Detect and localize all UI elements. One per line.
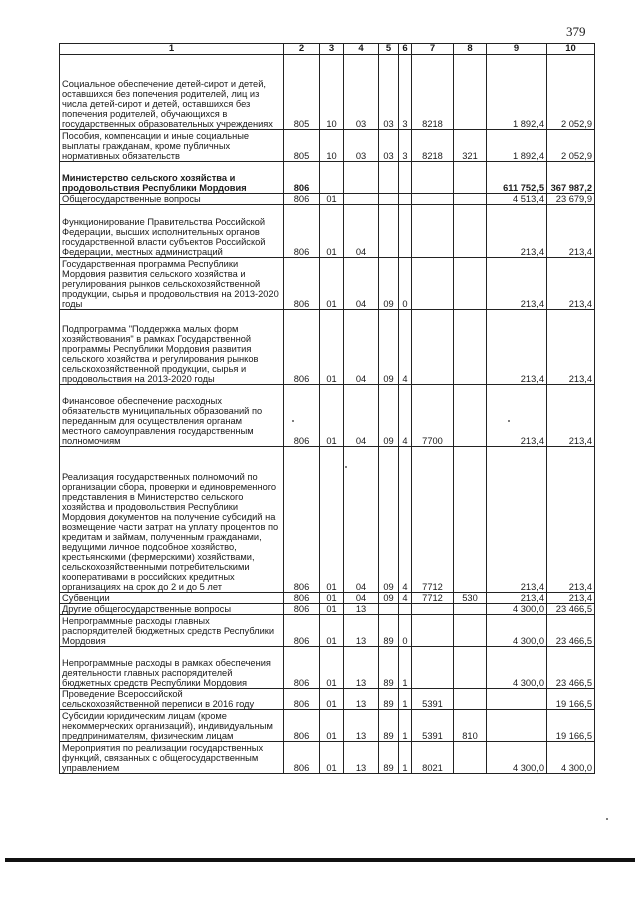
code-cell: 0	[399, 258, 412, 310]
code-cell: 806	[284, 310, 320, 385]
amount-cell: 23 466,5	[547, 647, 595, 689]
table-body	[60, 55, 595, 774]
code-cell: 04	[344, 385, 379, 447]
row-description: Функционирование Правительства Российской Федерации, высших исполнительных органов государственной власти субъектов Российской Федерации, местных администраций	[60, 205, 284, 258]
code-cell: 0	[399, 615, 412, 647]
amount-cell: 611 752,5	[487, 162, 547, 194]
table-row	[60, 647, 595, 689]
code-cell	[454, 162, 487, 194]
code-cell	[454, 385, 487, 447]
code-cell	[399, 162, 412, 194]
amount-cell: 213,4	[487, 593, 547, 604]
row-description: Подпрограмма "Поддержка малых форм хозяйствования" в рамках Государственной программы Республики Мордовия развития сельского хозяйства и регулирования рынков сельскохозяйственной продукции, сырья и продовольствия на 2013-2020 годы	[60, 310, 284, 385]
code-cell: 03	[379, 55, 399, 130]
code-cell: 01	[320, 647, 344, 689]
amount-cell	[487, 710, 547, 742]
table-row	[60, 55, 595, 130]
code-cell: 810	[454, 710, 487, 742]
amount-cell: 213,4	[487, 310, 547, 385]
bottom-rule	[5, 858, 635, 862]
header-cell: 5	[379, 44, 399, 55]
code-cell: 806	[284, 447, 320, 593]
code-cell: 13	[344, 710, 379, 742]
amount-cell: 19 166,5	[547, 710, 595, 742]
amount-cell: 213,4	[547, 310, 595, 385]
code-cell	[454, 604, 487, 615]
code-cell: 806	[284, 194, 320, 205]
code-cell: 4	[399, 385, 412, 447]
code-cell: 805	[284, 130, 320, 162]
table-row	[60, 742, 595, 774]
code-cell	[379, 162, 399, 194]
header-cell: 2	[284, 44, 320, 55]
code-cell: 806	[284, 593, 320, 604]
code-cell	[454, 205, 487, 258]
speck	[508, 420, 510, 422]
code-cell: 806	[284, 689, 320, 710]
amount-cell: 23 679,9	[547, 194, 595, 205]
header-row	[60, 44, 595, 55]
code-cell: 04	[344, 205, 379, 258]
table-row	[60, 615, 595, 647]
code-cell	[454, 194, 487, 205]
code-cell: 03	[379, 130, 399, 162]
row-description: Другие общегосударственные вопросы	[60, 604, 284, 615]
code-cell: 8218	[412, 55, 454, 130]
code-cell	[454, 647, 487, 689]
row-description: Мероприятия по реализации государственных функций, связанных с общегосударственным управлением	[60, 742, 284, 774]
code-cell	[399, 604, 412, 615]
code-cell: 01	[320, 385, 344, 447]
amount-cell: 213,4	[547, 258, 595, 310]
table-row	[60, 604, 595, 615]
code-cell	[412, 205, 454, 258]
code-cell	[379, 194, 399, 205]
code-cell: 4	[399, 447, 412, 593]
code-cell: 09	[379, 258, 399, 310]
code-cell: 01	[320, 310, 344, 385]
code-cell: 4	[399, 593, 412, 604]
code-cell	[344, 194, 379, 205]
code-cell: 806	[284, 647, 320, 689]
code-cell: 1	[399, 689, 412, 710]
code-cell: 10	[320, 130, 344, 162]
amount-cell: 213,4	[487, 258, 547, 310]
table-row	[60, 162, 595, 194]
table-row	[60, 385, 595, 447]
row-description: Непрограммные расходы в рамках обеспечения деятельности главных распорядителей бюджетных средств Республики Мордовия	[60, 647, 284, 689]
code-cell: 1	[399, 647, 412, 689]
code-cell	[320, 162, 344, 194]
amount-cell: 1 892,4	[487, 55, 547, 130]
code-cell: 13	[344, 604, 379, 615]
code-cell	[399, 194, 412, 205]
code-cell: 806	[284, 742, 320, 774]
code-cell: 03	[344, 55, 379, 130]
code-cell: 806	[284, 162, 320, 194]
table-row	[60, 310, 595, 385]
code-cell	[454, 55, 487, 130]
code-cell	[412, 194, 454, 205]
code-cell: 01	[320, 710, 344, 742]
code-cell: 09	[379, 447, 399, 593]
header-cell: 4	[344, 44, 379, 55]
amount-cell: 1 892,4	[487, 130, 547, 162]
row-description: Государственная программа Республики Мордовия развития сельского хозяйства и регулирования рынков сельскохозяйственной продукции, сырья и продовольствия на 2013-2020 годы	[60, 258, 284, 310]
table-row	[60, 447, 595, 593]
code-cell: 1	[399, 742, 412, 774]
speck	[606, 818, 608, 820]
code-cell	[412, 162, 454, 194]
table-row	[60, 205, 595, 258]
amount-cell: 213,4	[547, 593, 595, 604]
header-cell: 10	[547, 44, 595, 55]
row-description: Пособия, компенсации и иные социальные выплаты гражданам, кроме публичных нормативных обязательств	[60, 130, 284, 162]
amount-cell: 2 052,9	[547, 130, 595, 162]
code-cell: 806	[284, 615, 320, 647]
code-cell: 1	[399, 710, 412, 742]
code-cell: 04	[344, 593, 379, 604]
table-row	[60, 710, 595, 742]
speck	[292, 420, 294, 422]
code-cell: 5391	[412, 710, 454, 742]
code-cell: 8021	[412, 742, 454, 774]
amount-cell	[487, 689, 547, 710]
budget-table	[59, 43, 595, 774]
code-cell: 01	[320, 205, 344, 258]
amount-cell: 213,4	[487, 205, 547, 258]
table-row	[60, 689, 595, 710]
amount-cell: 23 466,5	[547, 604, 595, 615]
amount-cell: 213,4	[547, 447, 595, 593]
code-cell	[454, 742, 487, 774]
amount-cell: 19 166,5	[547, 689, 595, 710]
code-cell: 13	[344, 742, 379, 774]
row-description: Проведение Всероссийской сельскохозяйственной переписи в 2016 году	[60, 689, 284, 710]
code-cell: 806	[284, 604, 320, 615]
code-cell: 3	[399, 130, 412, 162]
table-row	[60, 194, 595, 205]
code-cell: 89	[379, 710, 399, 742]
code-cell: 01	[320, 615, 344, 647]
code-cell: 4	[399, 310, 412, 385]
code-cell: 89	[379, 689, 399, 710]
code-cell: 09	[379, 593, 399, 604]
header-cell: 7	[412, 44, 454, 55]
code-cell: 89	[379, 615, 399, 647]
code-cell: 806	[284, 385, 320, 447]
amount-cell: 213,4	[547, 205, 595, 258]
code-cell: 8218	[412, 130, 454, 162]
amount-cell: 213,4	[547, 385, 595, 447]
code-cell: 01	[320, 604, 344, 615]
code-cell	[412, 310, 454, 385]
code-cell	[454, 258, 487, 310]
row-description: Субсидии юридическим лицам (кроме некоммерческих организаций), индивидуальным предпринимателям, физическим лицам	[60, 710, 284, 742]
amount-cell: 4 300,0	[487, 742, 547, 774]
code-cell	[412, 647, 454, 689]
code-cell: 89	[379, 742, 399, 774]
code-cell	[412, 258, 454, 310]
amount-cell: 367 987,2	[547, 162, 595, 194]
row-description: Непрограммные расходы главных распорядителей бюджетных средств Республики Мордовия	[60, 615, 284, 647]
code-cell: 5391	[412, 689, 454, 710]
amount-cell: 213,4	[487, 447, 547, 593]
code-cell	[454, 689, 487, 710]
row-description: Реализация государственных полномочий по организации сбора, проверки и единовременного представления в Министерство сельского хозяйства и продовольствия Республики Мордовия документов на получение субсидий на возмещение части затрат на уплату процентов по кредитам и займам, полученным гражданами, ведущими личное подсобное хозяйство, крестьянскими (фермерскими) хозяйствами, сельскохозяйственными потребительскими кооперативами в российских кредитных организациях на срок до 2 и до 5 лет	[60, 447, 284, 593]
code-cell: 01	[320, 593, 344, 604]
code-cell: 321	[454, 130, 487, 162]
code-cell: 01	[320, 447, 344, 593]
amount-cell: 213,4	[487, 385, 547, 447]
amount-cell: 4 300,0	[487, 604, 547, 615]
code-cell: 13	[344, 615, 379, 647]
amount-cell: 4 513,4	[487, 194, 547, 205]
code-cell: 04	[344, 310, 379, 385]
amount-cell: 23 466,5	[547, 615, 595, 647]
header-cell: 6	[399, 44, 412, 55]
header-cell: 1	[60, 44, 284, 55]
row-description: Финансовое обеспечение расходных обязательств муниципальных образований по переданным для осуществления органам местного самоуправления государственным полномочиям	[60, 385, 284, 447]
code-cell: 13	[344, 647, 379, 689]
amount-cell: 2 052,9	[547, 55, 595, 130]
code-cell: 806	[284, 258, 320, 310]
code-cell: 01	[320, 194, 344, 205]
code-cell	[454, 310, 487, 385]
code-cell	[344, 162, 379, 194]
code-cell: 04	[344, 447, 379, 593]
row-description: Министерство сельского хозяйства и продовольствия Республики Мордовия	[60, 162, 284, 194]
code-cell: 04	[344, 258, 379, 310]
code-cell: 7712	[412, 447, 454, 593]
code-cell: 03	[344, 130, 379, 162]
code-cell	[399, 205, 412, 258]
code-cell: 530	[454, 593, 487, 604]
row-description: Социальное обеспечение детей-сирот и детей, оставшихся без попечения родителей, лиц из числа детей-сирот и детей, оставшихся без попечения родителей, обучающихся в государственных образовательных учреждениях	[60, 55, 284, 130]
code-cell: 09	[379, 310, 399, 385]
code-cell: 805	[284, 55, 320, 130]
table-row	[60, 258, 595, 310]
code-cell: 13	[344, 689, 379, 710]
amount-cell: 4 300,0	[487, 615, 547, 647]
code-cell	[412, 604, 454, 615]
table-row	[60, 593, 595, 604]
code-cell	[454, 447, 487, 593]
code-cell: 806	[284, 710, 320, 742]
code-cell: 01	[320, 689, 344, 710]
speck	[345, 466, 347, 468]
header-cell: 8	[454, 44, 487, 55]
header-cell: 3	[320, 44, 344, 55]
code-cell: 7712	[412, 593, 454, 604]
code-cell	[379, 604, 399, 615]
code-cell: 09	[379, 385, 399, 447]
code-cell: 89	[379, 647, 399, 689]
code-cell: 01	[320, 742, 344, 774]
header-cell: 9	[487, 44, 547, 55]
code-cell	[379, 205, 399, 258]
row-description: Субвенции	[60, 593, 284, 604]
amount-cell: 4 300,0	[487, 647, 547, 689]
code-cell: 3	[399, 55, 412, 130]
code-cell: 7700	[412, 385, 454, 447]
code-cell: 10	[320, 55, 344, 130]
row-description: Общегосударственные вопросы	[60, 194, 284, 205]
table-row	[60, 130, 595, 162]
page-number: 379	[566, 24, 586, 39]
amount-cell: 4 300,0	[547, 742, 595, 774]
code-cell: 01	[320, 258, 344, 310]
code-cell: 806	[284, 205, 320, 258]
code-cell	[412, 615, 454, 647]
code-cell	[454, 615, 487, 647]
